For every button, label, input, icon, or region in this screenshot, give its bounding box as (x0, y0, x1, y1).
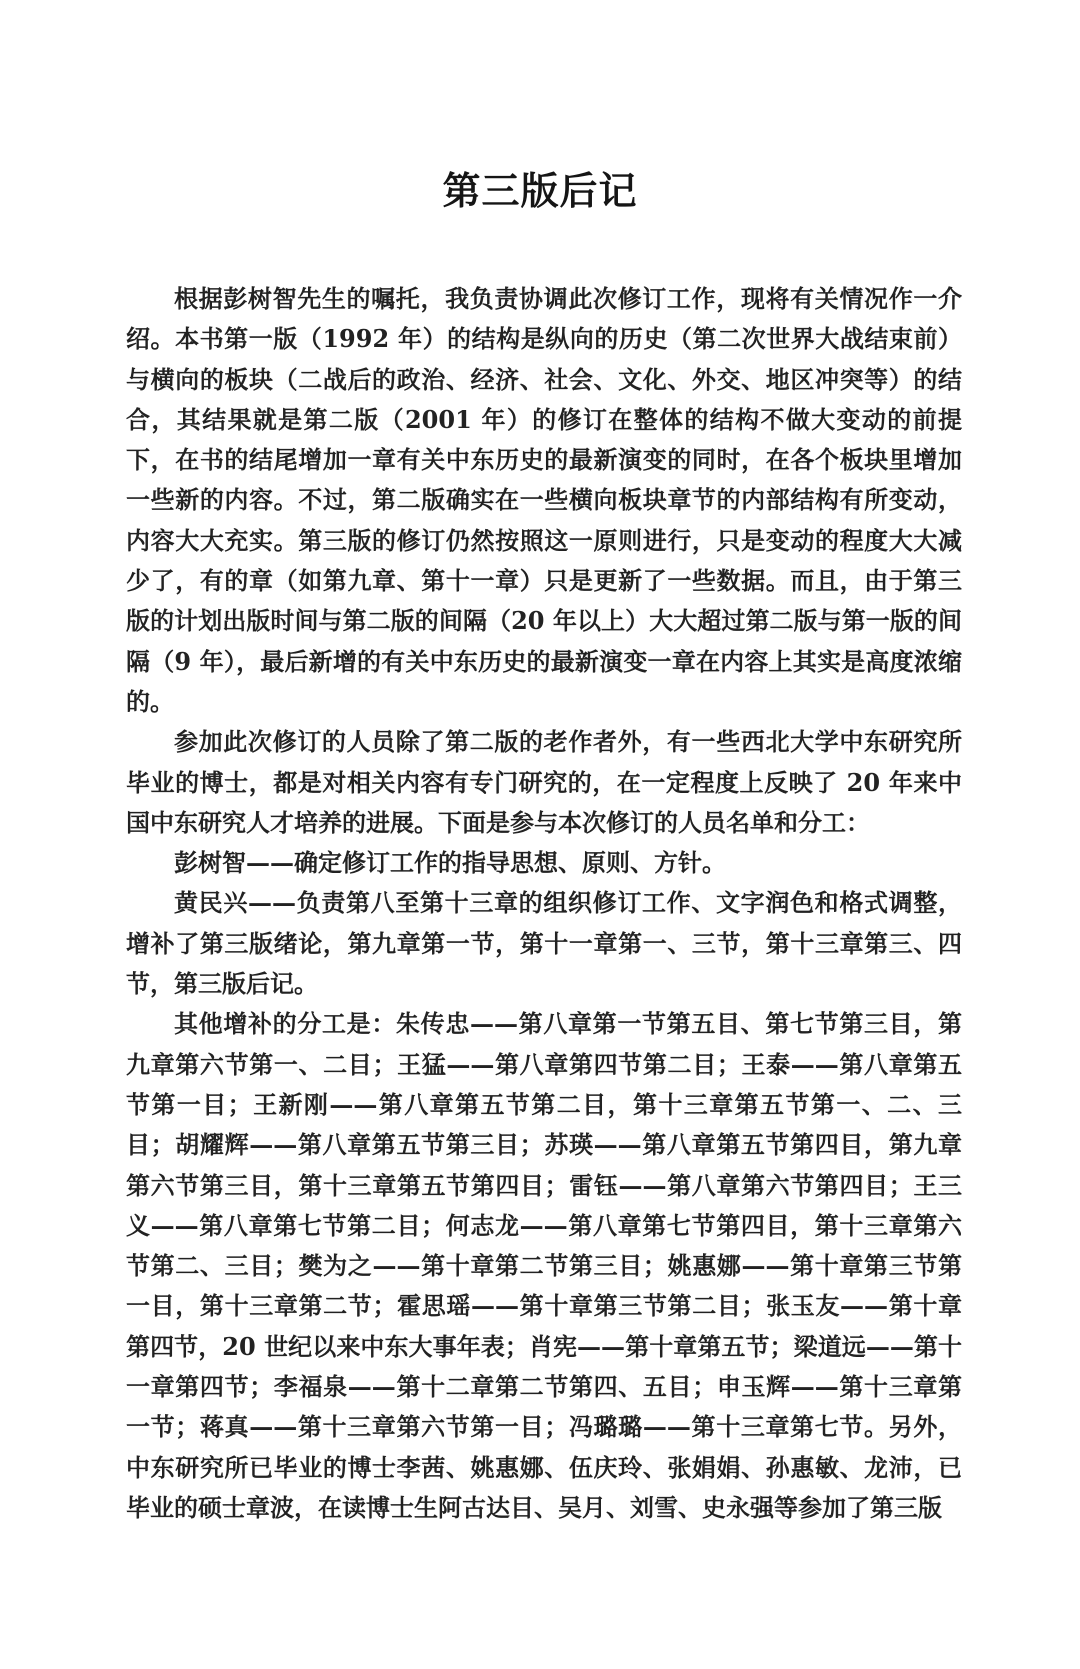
paragraph-intro: 根据彭树智先生的嘱托，我负责协调此次修订工作，现将有关情况作一介绍。本书第一版（1992 年）的结构是纵向的历史（第二次世界大战结束前）与横向的板块（二战后的政治、经济、社会、文化、外交、地区冲突等）的结合，其结果就是第二版（2001 年）的修订在整体的结构不做大变动的前提下，在书的结尾增加一章有关中东历史的最新演变的同时，在各个板块里增加一些新的内容。不过，第二版确实在一些横向板块章节的内部结构有所变动，内容大大充实。第三版的修订仍然按照这一原则进行，只是变动的程度大大减少了，有的章（如第九章、第十一章）只是更新了一些数据。而且，由于第三版的计划出版时间与第二版的间隔（20 年以上）大大超过第二版与第一版的间隔（9 年），最后新增的有关中东历史的最新演变一章在内容上其实是高度浓缩的。 (126, 284, 962, 716)
body-text (126, 279, 962, 1528)
page-title: 第三版后记 (442, 169, 638, 213)
paragraph-peng-shuzhi: 彭树智——确定修订工作的指导思想、原则、方针。 (174, 848, 726, 878)
paragraph-huang-minxing: 黄民兴——负责第八至第十三章的组织修订工作、文字润色和格式调整，增补了第三版绪论，第九章第一节，第十一章第一、三节，第十三章第三、四节，第三版后记。 (126, 888, 962, 999)
paragraph-participants: 参加此次修订的人员除了第二版的老作者外，有一些西北大学中东研究所毕业的博士，都是对相关内容有专门研究的，在一定程度上反映了 20 年来中国中东研究人才培养的进展。下面是参与本次修订的人员名单和分工： (126, 727, 962, 837)
paragraph-other-contributors: 其他增补的分工是：朱传忠——第八章第一节第五目、第七节第三目，第九章第六节第一、二目；王猛——第八章第四节第二目；王泰——第八章第五节第一目；王新刚——第八章第五节第二目，第十三章第五节第一、二、三目；胡耀辉——第八章第五节第三目；苏瑛——第八章第五节第四目，第九章第六节第三目，第十三章第五节第四目；雷钰——第八章第六节第四目；王三义——第八章第七节第二目；何志龙——第八章第七节第四目，第十三章第六节第二、三目；樊为之——第十章第二节第三目；姚惠娜——第十章第三节第一目，第十三章第二节；霍思瑶——第十章第三节第二目；张玉友——第十章第四节，20 世纪以来中东大事年表；肖宪——第十章第五节；梁道远——第十一章第四节；李福泉——第十二章第二节第四、五目；申玉辉——第十三章第一节；蒋真——第十三章第六节第一目；冯璐璐——第十三章第七节。另外，中东研究所已毕业的博士李茜、姚惠娜、伍庆玲、张娟娟、孙惠敏、龙沛，已毕业的硕士章波，在读博士生阿古达目、吴月、刘雪、史永强等参加了第三版 (126, 1009, 962, 1522)
